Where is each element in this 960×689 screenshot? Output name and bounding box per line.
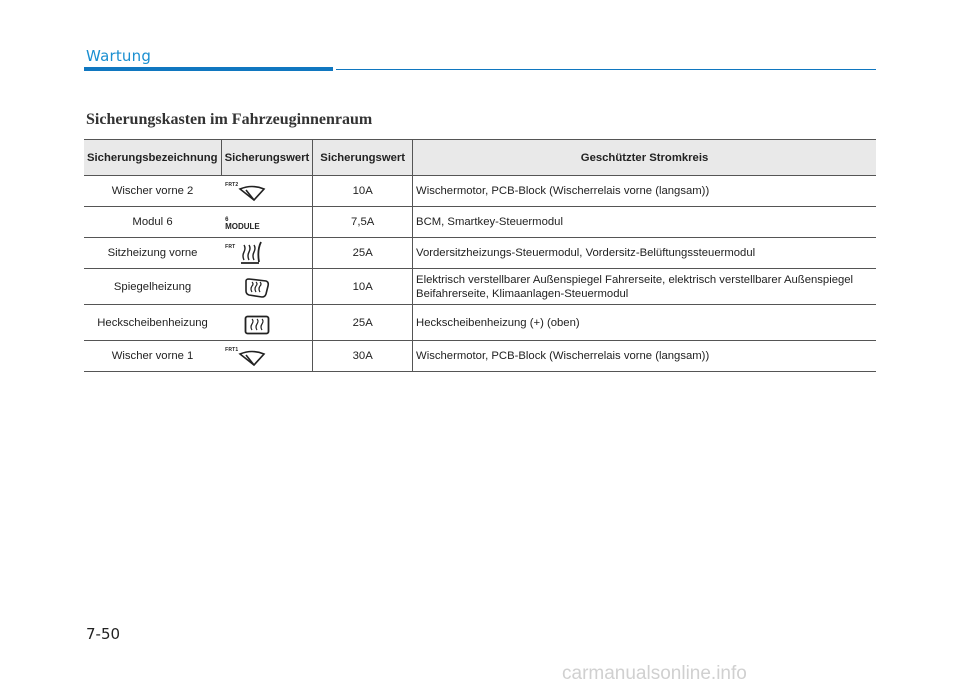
watermark: carmanualsonline.info — [562, 663, 747, 684]
table-row — [84, 305, 876, 341]
symbol-label: FRT — [225, 244, 236, 250]
symbol-label: FRT1 — [225, 347, 239, 353]
fuse-symbol — [221, 238, 313, 269]
fuse-name: Heckscheibenheizung — [84, 305, 221, 341]
fuse-circuit: Vordersitzheizungs-Steuermodul, Vordersitz-Belüftungssteuermodul — [413, 238, 876, 269]
fuse-symbol — [221, 207, 313, 238]
symbol-label: FRT2 — [225, 182, 239, 188]
page-title: Sicherungskasten im Fahrzeuginnenraum — [86, 111, 373, 128]
symbol-label: 6 — [225, 217, 229, 223]
fuse-rating: 7,5A — [313, 207, 413, 238]
wiper-icon — [237, 350, 267, 368]
table-row — [84, 176, 876, 207]
section-label: Wartung — [86, 47, 152, 65]
rear-defroster-icon — [244, 315, 270, 335]
page-number: 7-50 — [86, 625, 121, 643]
fuse-rating: 10A — [313, 176, 413, 207]
fuse-rating: 25A — [313, 305, 413, 341]
fuse-name: Spiegelheizung — [84, 269, 221, 305]
fuse-circuit: Wischermotor, PCB-Block (Wischerrelais vorne (langsam)) — [413, 176, 876, 207]
fuse-symbol — [221, 176, 313, 207]
fuse-symbol — [221, 305, 313, 341]
fuse-table — [84, 139, 876, 372]
fuse-circuit: Elektrisch verstellbarer Außenspiegel Fahrerseite, elektrisch verstellbarer Außenspiegel Beifahrerseite, Klimaanlagen-Steuermodul — [413, 269, 876, 305]
mirror-heater-icon — [244, 278, 270, 298]
col-header-name: Sicherungsbezeichnung — [84, 140, 221, 176]
table-row — [84, 207, 876, 238]
fuse-rating: 10A — [313, 269, 413, 305]
wiper-icon — [237, 185, 267, 203]
symbol-text: MODULE — [225, 222, 260, 231]
seat-heater-icon — [237, 240, 267, 266]
fuse-rating: 30A — [313, 341, 413, 372]
fuse-symbol — [221, 269, 313, 305]
table-header-row — [84, 140, 876, 176]
header-rule-thick — [84, 67, 333, 71]
fuse-circuit: BCM, Smartkey-Steuermodul — [413, 207, 876, 238]
module-icon — [225, 207, 273, 237]
fuse-name: Wischer vorne 1 — [84, 341, 221, 372]
col-header-circuit: Geschützter Stromkreis — [413, 140, 876, 176]
table-row — [84, 269, 876, 305]
col-header-rating: Sicherungswert — [313, 140, 413, 176]
fuse-name: Modul 6 — [84, 207, 221, 238]
fuse-circuit: Heckscheibenheizung (+) (oben) — [413, 305, 876, 341]
fuse-name: Sitzheizung vorne — [84, 238, 221, 269]
table-row — [84, 341, 876, 372]
fuse-name: Wischer vorne 2 — [84, 176, 221, 207]
table-row — [84, 238, 876, 269]
col-header-symbol: Sicherungswert — [221, 140, 313, 176]
header-rule-thin — [336, 69, 876, 70]
fuse-symbol — [221, 341, 313, 372]
fuse-circuit: Wischermotor, PCB-Block (Wischerrelais vorne (langsam)) — [413, 341, 876, 372]
fuse-rating: 25A — [313, 238, 413, 269]
